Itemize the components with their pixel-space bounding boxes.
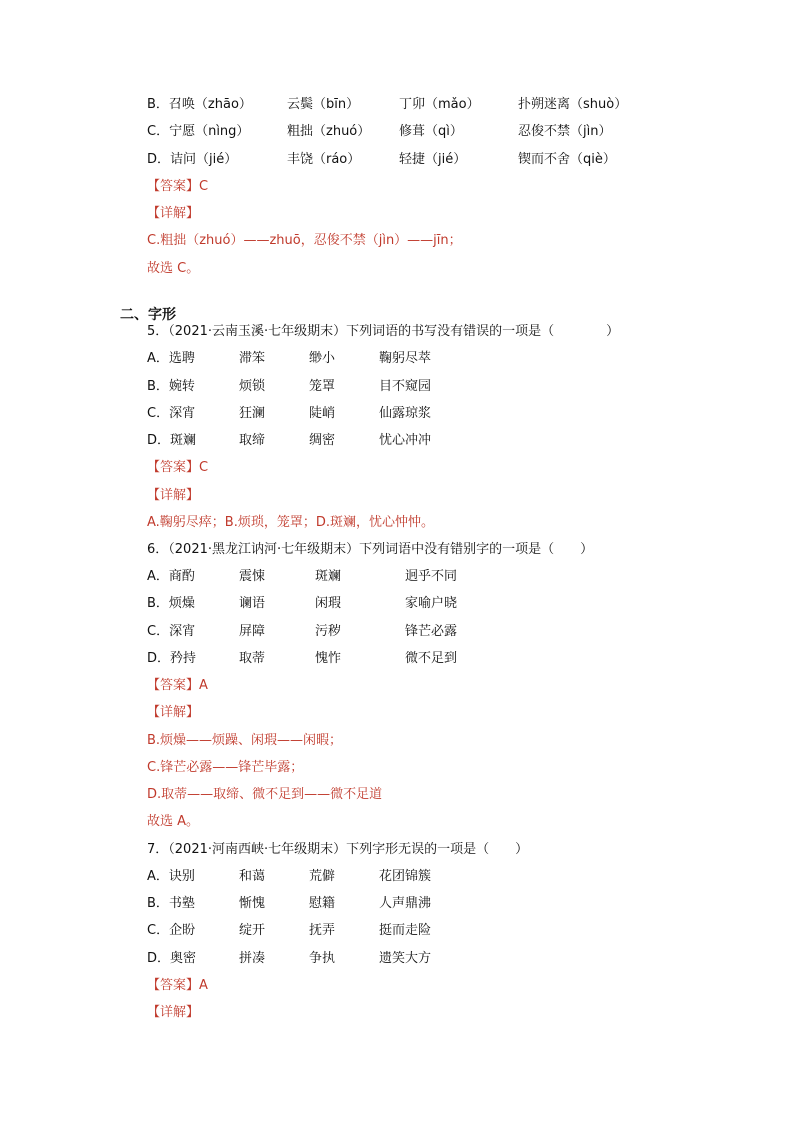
q6-stem: 6．（2021·黑龙江讷河·七年级期末）下列词语中没有错别字的一项是（ ） <box>147 542 594 557</box>
q6-conclusion: 故选 A。 <box>147 814 200 829</box>
document-page: B．召唤（zhāo） 云鬓（bīn） 丁卯（mǎo） 扑朔迷离（shuò） C．宁愿（nìng） 粗拙（zhuó） 修葺（qì） 忍俊不禁（jìn） D．诘问（jié） 丰饶（ráo） 轻捷（jié） 锲而不舍（qiè） 【答案】C 【详解】 C.粗拙（zhuó）——zhuō，忍俊不禁（jìn）——jīn； 故选 C。 二、字形 5．（2021·云南玉溪·七年级期末）下列词语的书写没有错误的一项是（ ） A．选聘 滞笨 缈小 鞠躬尽萃 B．婉转 烦锁 笼罩 目不窥园 C．深宵 狂澜 陡峭 仙露琼浆 D．斑斓 取缔 绸密 忧心冲冲 【答案】C 【详解】 A.鞠躬尽瘁；B.烦琐，笼罩；D.斑斓，忧心忡忡。 6．（2021·黑龙江讷河·七年级期末）下列词语中没有错别字的一项是（ ） A．商酌 震悚 斑斓 迥乎不同 B．烦燥 谰语 闲瑕 家喻户晓 C．深宵 屏障 污秽 锋芒必露 D．矜持 取蒂 愧怍 微不足到 【答案】A 【详解】 B.烦燥——烦躁、闲瑕——闲暇； C.锋芒必露——锋芒毕露； D.取蒂——取缔、微不足到——微不足道 故选 A。 7．（2021·河南西峡·七年级期末）下列字形无误的一项是（ ） A．诀别 和蔼 荒僻 花团锦簇 B．书塾 惭愧 慰籍 人声鼎沸 C．企盼 绽开 抚弄 挺而走险 D．奥密 拼凑 争执 遗笑大方 【答案】A 【详解】 <box>0 0 794 1123</box>
q7-answer: 【答案】A <box>147 978 208 993</box>
q6-explanation-c: C.锋芒必露——锋芒毕露； <box>147 760 304 775</box>
q5-detail-label: 【详解】 <box>147 488 200 503</box>
q7-detail-label: 【详解】 <box>147 1005 200 1020</box>
q4-explanation: C.粗拙（zhuó）——zhuō，忍俊不禁（jìn）——jīn； <box>147 233 462 248</box>
q4-conclusion: 故选 C。 <box>147 261 200 276</box>
q5-explanation: A.鞠躬尽瘁；B.烦琐，笼罩；D.斑斓，忧心忡忡。 <box>147 515 434 530</box>
q4-answer: 【答案】C <box>147 179 209 194</box>
q5-stem: 5．（2021·云南玉溪·七年级期末）下列词语的书写没有错误的一项是（ ） <box>147 324 620 339</box>
q6-explanation-d: D.取蒂——取缔、微不足到——微不足道 <box>147 787 383 802</box>
q5-answer: 【答案】C <box>147 460 209 475</box>
q7-stem: 7．（2021·河南西峡·七年级期末）下列字形无误的一项是（ ） <box>147 842 529 857</box>
q6-detail-label: 【详解】 <box>147 705 200 720</box>
section-title: 二、字形 <box>120 307 176 323</box>
q4-detail-label: 【详解】 <box>147 206 200 221</box>
q6-answer: 【答案】A <box>147 678 208 693</box>
q6-explanation-b: B.烦燥——烦躁、闲瑕——闲暇； <box>147 733 343 748</box>
